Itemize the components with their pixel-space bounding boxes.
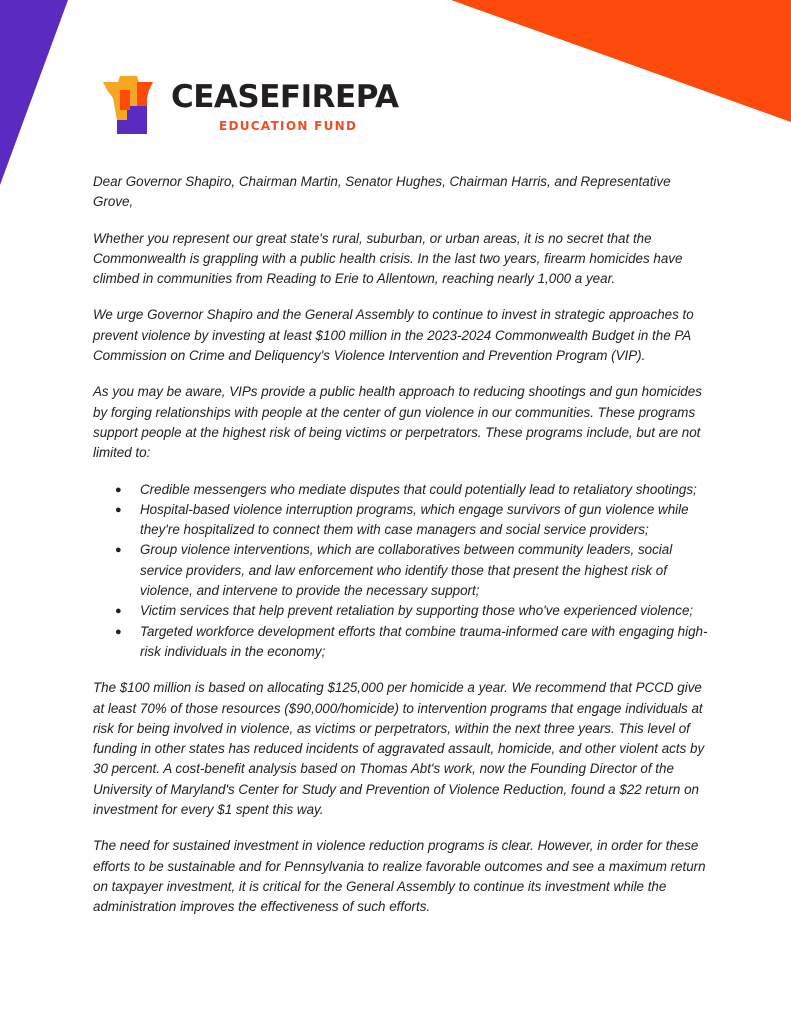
list-item-text: Targeted workforce development efforts that combine trauma-informed care with engaging high-risk individuals in the economy; <box>140 623 708 659</box>
bullet-icon: ● <box>115 544 122 557</box>
list-item <box>115 622 713 663</box>
list-item <box>115 540 713 601</box>
bullet-icon: ● <box>115 625 122 638</box>
keystone-logo-mark <box>103 76 165 136</box>
logo-subtitle: EDUCATION FUND <box>219 119 358 133</box>
paragraph: The $100 million is based on allocating $125,000 per homicide a year. We recommend that PCCD give at least 70% of those resources ($90,000/homicide) to intervention programs that engage individuals at risk for being involved in violence, as victims or perpetrators, within the next three years. This level of funding in other states has reduced incidents of aggravated assault, homicide, and other violent acts by 30 percent. A cost-benefit analysis based on Thomas Abt's work, now the Founding Director of the University of Maryland's Center for Study and Prevention of Violence Reduction, found a $22 return on investment for every $1 spent this way. <box>93 680 705 818</box>
list-item-text: Credible messengers who mediate disputes that could potentially lead to retaliatory shootings; <box>140 481 697 497</box>
list-item <box>115 500 713 541</box>
ceasefirepa-logo <box>103 76 413 138</box>
list-item-text: Victim services that help prevent retaliation by supporting those who've experienced violence; <box>140 603 694 619</box>
paragraph: Whether you represent our great state's rural, suburban, or urban areas, it is no secret that the Commonwealth is grappling with a public health crisis. In the last two years, firearm homicides have climbed in communities from Reading to Erie to Allentown, reaching nearly 1,000 a year. <box>93 230 683 287</box>
bullet-icon: ● <box>115 605 122 618</box>
list-item <box>115 480 713 500</box>
paragraph: As you may be aware, VIPs provide a public health approach to reducing shootings and gun homicides by forging relationships with people at the center of gun violence in our communities. These programs support people at the highest risk of being victims or perpetrators. These programs include, but are not limited to: <box>93 384 702 461</box>
list-item-text: Hospital-based violence interruption programs, which engage survivors of gun violence while they're hospitalized to connect them with case managers and social service providers; <box>140 501 689 538</box>
purple-corner-decoration <box>0 0 80 190</box>
list-item <box>115 601 713 621</box>
bullet-icon: ● <box>115 503 122 516</box>
logo-name-state: PA <box>355 79 399 115</box>
orange-corner-decoration <box>451 0 791 125</box>
logo-name-main: CEASEFIRE <box>171 79 356 115</box>
bullet-icon: ● <box>115 483 122 496</box>
paragraph: The need for sustained investment in violence reduction programs is clear. However, in order for these efforts to be sustainable and for Pennsylvania to realize favorable outcomes and see a maximum return on taxpayer investment, it is critical for the General Assembly to continue its investment while the administration improves the effectiveness of such efforts. <box>93 838 706 915</box>
vip-program-list <box>93 480 713 663</box>
paragraph: We urge Governor Shapiro and the General Assembly to continue to invest in strategic approaches to prevent violence by investing at least $100 million in the 2023-2024 Commonwealth Budget in the PA Commission on Crime and Deliquency's Violence Intervention and Prevention Program (VIP). <box>93 307 694 364</box>
list-item-text: Group violence interventions, which are collaboratives between community leaders, social service providers, and law enforcement who identify those that present the highest risk of violence, and intervene to provide the necessary support; <box>140 542 673 599</box>
logo-wordmark <box>171 79 399 115</box>
salutation: Dear Governor Shapiro, Chairman Martin, Senator Hughes, Chairman Harris, and Representative Grove, <box>93 174 671 210</box>
letter-body <box>93 172 713 934</box>
